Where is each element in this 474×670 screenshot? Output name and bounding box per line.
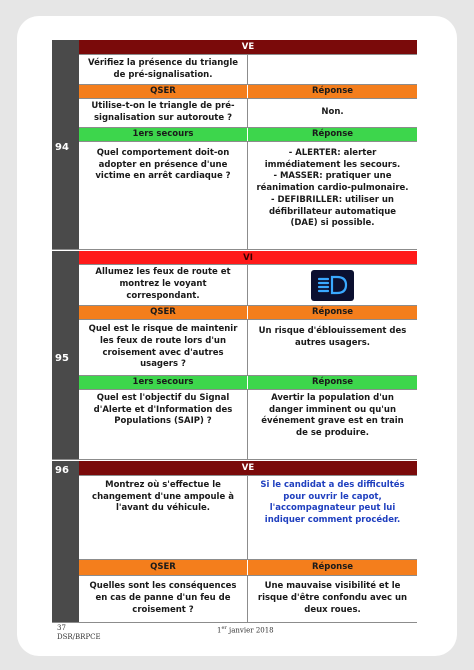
first-aid-row (79, 142, 417, 249)
qser-label: QSER (79, 85, 248, 98)
response-label: Réponse (311, 561, 354, 572)
qser-header (79, 306, 417, 320)
section-divider (52, 249, 417, 250)
question-number-column (52, 461, 79, 622)
qser-header (79, 85, 417, 99)
first-aid-question: Quel comportement doit-on adopter en présence d'une victime en arrêt cardiaque ? (79, 142, 248, 249)
first-aid-label: 1ers secours (79, 376, 248, 389)
question-95-block (79, 251, 417, 459)
ve-header (79, 40, 417, 55)
qser-answer: Un risque d'éblouissement des autres usagers. (258, 326, 407, 348)
qser-label: QSER (79, 560, 248, 575)
question-number: 95 (55, 353, 69, 364)
verification-instruction: Allumez les feux de route et montrez le voyant correspondant. (79, 265, 248, 305)
response-label: Réponse (311, 306, 354, 317)
vi-header-label: VI (243, 252, 253, 263)
page-number: 37 (57, 624, 66, 632)
ve-header-label: VE (241, 463, 255, 473)
response-label: Réponse (311, 85, 354, 96)
first-aid-answer: Avertir la population d'un danger imminent ou qu'un événement grave est en train de se produire. (261, 393, 404, 439)
qser-question: Quelles sont les conséquences en cas de panne d'un feu de croisement ? (79, 576, 248, 622)
answer-line: - ALERTER: alerter immédiatement les secours. (264, 148, 401, 170)
first-aid-question: Quel est l'objectif du Signal d'Alerte et d'Information des Populations (SAIP) ? (79, 390, 248, 459)
footer-date (217, 625, 274, 634)
first-aid-label: 1ers secours (79, 128, 248, 141)
qser-row (79, 576, 417, 622)
date-rest: janvier 2018 (226, 626, 274, 635)
first-aid-answer (248, 142, 417, 249)
first-aid-header (79, 128, 417, 142)
verification-note: Si le candidat a des difficultés pour ouvrir le capot, l'accompagnateur peut lui indiquer comment procéder. (260, 480, 405, 526)
verification-instruction: Montrez où s'effectue le changement d'une ampoule à l'avant du véhicule. (79, 476, 248, 559)
first-aid-header (79, 376, 417, 390)
question-number: 94 (55, 142, 69, 153)
qser-label: QSER (79, 306, 248, 319)
qser-header (79, 560, 417, 576)
organization: DSR/BRPCE (57, 633, 101, 641)
first-aid-row (79, 390, 417, 459)
response-label: Réponse (311, 376, 354, 387)
qser-answer: Non. (321, 107, 344, 118)
verification-row (79, 55, 417, 85)
section-divider (52, 622, 417, 623)
answer-line: - MASSER: pratiquer une réanimation cardio-pulmonaire. (256, 171, 409, 194)
question-94-block (79, 40, 417, 249)
date-suffix: er (221, 625, 227, 631)
date-day: 1 (217, 626, 222, 635)
qser-answer: Une mauvaise visibilité et le risque d'être confondu avec un deux roues. (257, 581, 408, 615)
high-beam-icon (311, 270, 354, 301)
qser-question: Utilise-t-on le triangle de pré-signalisation sur autoroute ? (79, 99, 248, 127)
question-number: 96 (55, 465, 69, 476)
qser-row (79, 99, 417, 128)
verification-note (248, 55, 417, 84)
vi-header (79, 251, 417, 265)
response-label: Réponse (311, 128, 354, 139)
answer-line: - DEFIBRILLER: utiliser un défibrillateur automatique (DAE) si possible. (268, 194, 397, 229)
question-96-block (79, 461, 417, 622)
ve-header-label: VE (241, 42, 255, 52)
verification-row (79, 265, 417, 306)
question-number-column (52, 40, 79, 249)
verification-row (79, 476, 417, 560)
qser-question: Quel est le risque de maintenir les feux de route lors d'un croisement avec d'autres usagers ? (79, 320, 248, 375)
ve-header (79, 461, 417, 476)
indicator-cell (248, 265, 417, 305)
qser-row (79, 320, 417, 376)
verification-instruction: Vérifiez la présence du triangle de pré-signalisation. (79, 55, 248, 84)
question-number-column (52, 251, 79, 459)
document-page (17, 16, 457, 656)
section-divider (52, 459, 417, 460)
